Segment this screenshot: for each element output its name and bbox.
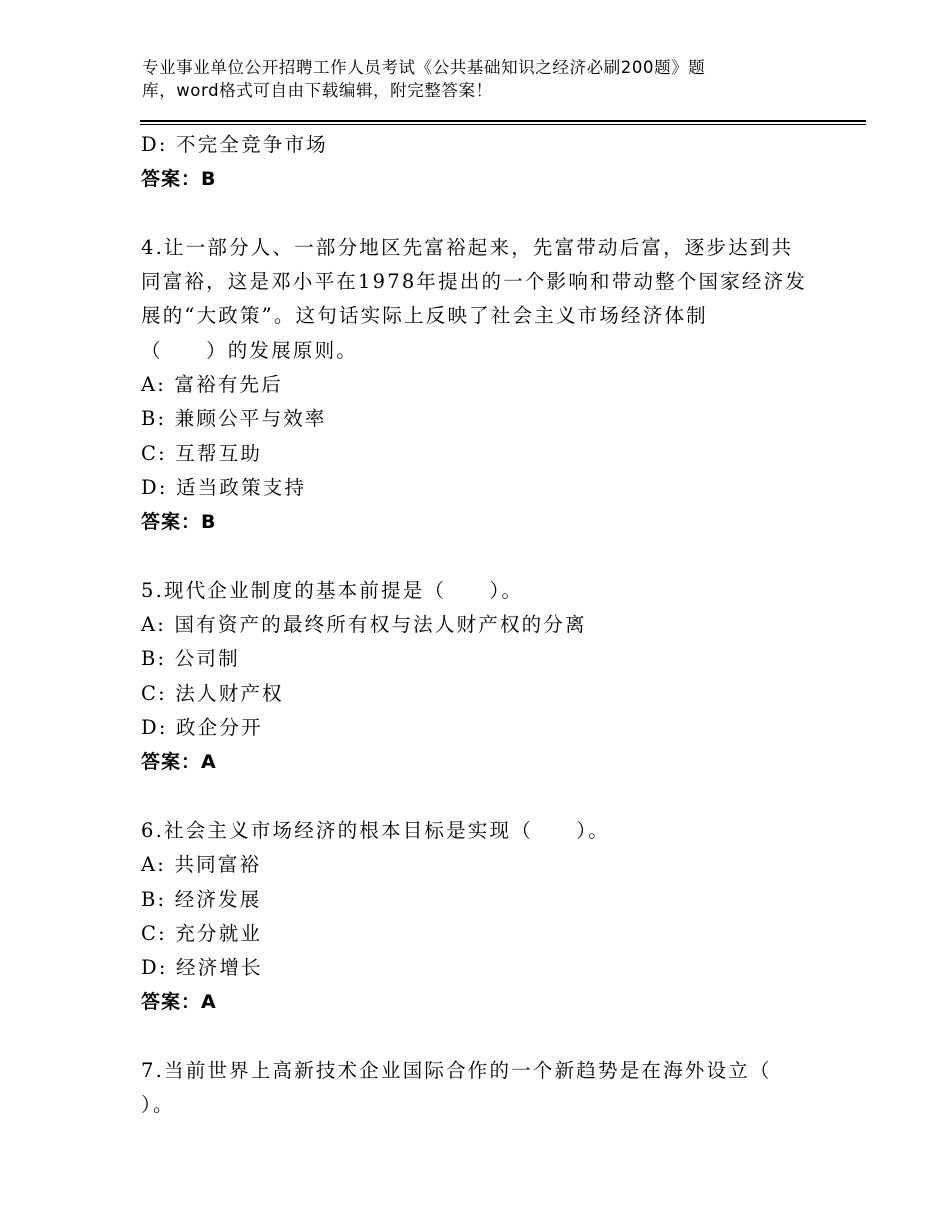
question-5 bbox=[141, 574, 821, 780]
answer: 答案：A bbox=[141, 751, 217, 774]
question-text-line: 同富裕，这是邓小平在1978年提出的一个影响和带动整个国家经济发 bbox=[141, 270, 808, 294]
option-b: B: 兼顾公平与效率 bbox=[141, 407, 327, 431]
answer: 答案：A bbox=[141, 991, 217, 1014]
option-d: D: 不完全竞争市场 bbox=[141, 133, 328, 156]
header-line-2: 库，word格式可自由下载编辑，附完整答案！ bbox=[142, 81, 493, 100]
question-7 bbox=[141, 1054, 821, 1123]
header-rule-thin bbox=[140, 124, 866, 125]
option-b: B: 公司制 bbox=[141, 647, 240, 671]
spacer bbox=[141, 1020, 821, 1054]
option-d: D: 经济增长 bbox=[141, 956, 263, 980]
document-body bbox=[141, 128, 821, 1123]
option-d: D: 适当政策支持 bbox=[141, 475, 307, 499]
option-b: B: 经济发展 bbox=[141, 887, 262, 911]
page-header bbox=[142, 56, 782, 102]
option-a: A: 国有资产的最终所有权与法人财产权的分离 bbox=[141, 613, 587, 637]
option-d: D: 政企分开 bbox=[141, 716, 263, 740]
option-c: C: 法人财产权 bbox=[141, 681, 284, 705]
option-a: A: 富裕有先后 bbox=[141, 373, 283, 397]
answer: 答案：B bbox=[141, 168, 217, 191]
question-text-line: （ ）的发展原则。 bbox=[141, 338, 359, 362]
spacer bbox=[141, 197, 821, 231]
option-a: A: 共同富裕 bbox=[141, 853, 262, 877]
answer: 答案：B bbox=[141, 511, 217, 534]
header-rule-thick bbox=[140, 120, 866, 122]
question-4 bbox=[141, 231, 821, 540]
question-6 bbox=[141, 814, 821, 1020]
spacer bbox=[141, 780, 821, 814]
question-text-line: 7.当前世界上高新技术企业国际合作的一个新趋势是在海外设立（ bbox=[141, 1059, 772, 1083]
question-text-line: 5.现代企业制度的基本前提是（ ）。 bbox=[141, 578, 524, 602]
option-c: C: 充分就业 bbox=[141, 921, 263, 945]
question-text-line: 4.让一部分人、一部分地区先富裕起来，先富带动后富，逐步达到共 bbox=[141, 235, 794, 259]
question-text-line: ）。 bbox=[141, 1093, 175, 1117]
header-line-1: 专业事业单位公开招聘工作人员考试《公共基础知识之经济必刷200题》题 bbox=[142, 58, 706, 77]
question-text-line: 6.社会主义市场经济的根本目标是实现（ ）。 bbox=[141, 818, 610, 842]
question-text-line: 展的“大政策”。这句话实际上反映了社会主义市场经济体制 bbox=[141, 304, 708, 328]
spacer bbox=[141, 540, 821, 574]
option-c: C: 互帮互助 bbox=[141, 441, 263, 465]
